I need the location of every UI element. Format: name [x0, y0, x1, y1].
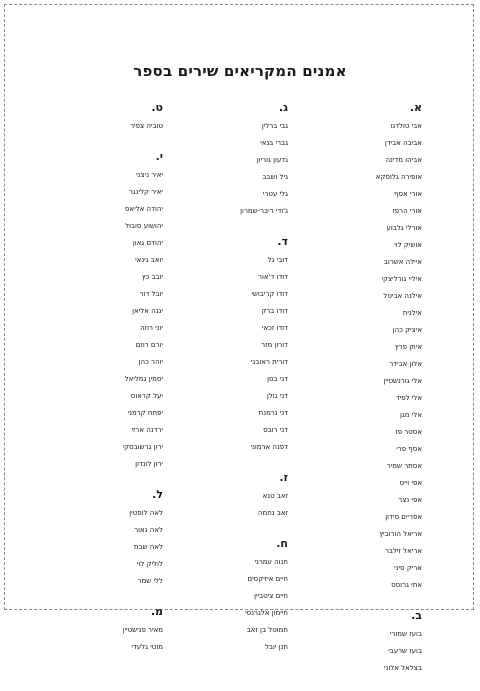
letter-section: [53, 487, 163, 590]
artist-name: אלי גורנשטיין: [383, 377, 422, 385]
artist-name: אורי הרפז: [392, 207, 422, 215]
section-letter: ד.: [277, 235, 288, 248]
artist-name: אריק סיני: [394, 564, 422, 572]
artist-name: איתן פרץ: [394, 343, 422, 351]
artist-name: אורי אסף: [393, 190, 422, 198]
artist-name: אפי וייס: [399, 479, 422, 487]
artist-name: חנן יובל: [264, 643, 288, 651]
artist-name: ירון גרשובסקי: [122, 443, 163, 451]
letter-section: [178, 100, 288, 220]
section-letter: י.: [155, 150, 163, 163]
column-right: [312, 100, 422, 691]
artist-name: יהודם גאון: [132, 239, 163, 247]
letter-section: [312, 100, 422, 594]
artist-name: אבי טולדנו: [390, 122, 422, 130]
artist-name: דפנה ארמוני: [250, 443, 288, 451]
artist-name: אריאל זילבר: [384, 547, 422, 555]
artist-name: יוני רוזה: [140, 324, 163, 332]
page-title: אמנים המקריאים שירים בספר: [133, 62, 347, 80]
letter-section: [53, 100, 163, 135]
artist-name: חיימון אלגרנסי: [245, 609, 288, 617]
artist-name: גבי ברלין: [261, 122, 288, 130]
artist-name: אלי לפיד: [395, 394, 422, 402]
artist-name: אביבה אבידן: [384, 139, 422, 147]
artist-name: דודו קריבושי: [251, 290, 288, 298]
artist-name: ירדנה ארזי: [131, 426, 163, 434]
section-letter: ח.: [276, 537, 288, 550]
artist-name: דודו ברק: [261, 307, 288, 315]
column-middle: [178, 100, 288, 670]
artist-name: יהושוע סובול: [125, 222, 163, 230]
letter-section: [53, 604, 163, 656]
artist-name: חמוטל בן זאב: [246, 626, 288, 634]
artist-name: איציק כהן: [392, 326, 422, 334]
artist-name: אלי מגן: [400, 411, 422, 419]
artist-name: אילנית: [402, 309, 422, 317]
artist-name: דני גולן: [266, 392, 288, 400]
artist-name: בועז שרעבי: [388, 647, 422, 655]
artist-name: אפי נצר: [398, 496, 422, 504]
artist-name: יובב כץ: [141, 273, 163, 281]
artist-name: גיל ושבב: [262, 173, 288, 181]
artist-name: מאיר פנישטיין: [122, 626, 163, 634]
artist-name: יואב גינאי: [135, 256, 163, 264]
artist-name: לאה שבת: [133, 543, 163, 551]
artist-name: דודו זכאי: [261, 324, 288, 332]
artist-name: יהודה אליאס: [124, 205, 163, 213]
artist-name: זאב נחמה: [257, 509, 288, 517]
section-letter: ט.: [151, 101, 163, 114]
artist-name: דובי גל: [267, 256, 288, 264]
artist-name: אורלי גלבוע: [386, 224, 422, 232]
section-letter: מ.: [150, 605, 163, 618]
artist-name: לוליק לוי: [136, 560, 163, 568]
artist-name: ללי שמר: [137, 577, 163, 585]
artist-name: דני נרמנת: [258, 409, 288, 417]
artist-name: גלי עטרי: [262, 190, 288, 198]
artist-name: טוביה צפיר: [130, 122, 163, 130]
letter-section: [178, 234, 288, 456]
artist-name: דודו ד'אור: [258, 273, 288, 281]
artist-name: יפתח קרמני: [127, 409, 163, 417]
artist-name: אריאל הורוביץ: [379, 530, 422, 538]
artist-name: אילנה אביטל: [383, 292, 422, 300]
artist-name: אלון אבידר: [389, 360, 422, 368]
artist-name: חיים איזיקסים: [247, 575, 288, 583]
artist-name: אפריים סידון: [385, 513, 422, 521]
section-letter: ב.: [411, 609, 422, 622]
section-letter: ל.: [152, 488, 163, 501]
artist-name: איליי גורליצקי: [381, 275, 422, 283]
artist-name: יורם רוזם: [135, 341, 163, 349]
column-left: [53, 100, 163, 670]
artist-name: לאה נאור: [134, 526, 163, 534]
letter-section: [312, 608, 422, 677]
artist-name: ירון לונדון: [135, 460, 163, 468]
artist-name: דני רובס: [263, 426, 288, 434]
artist-name: בועז שמורי: [389, 630, 422, 638]
section-letter: ג.: [278, 101, 288, 114]
section-letter: ז.: [279, 471, 288, 484]
artist-name: זאב טנא: [262, 492, 288, 500]
letter-section: [178, 536, 288, 656]
artist-name: דני בסן: [267, 375, 288, 383]
artist-name: אסתר שמיר: [386, 462, 422, 470]
artist-name: יוהר כהן: [138, 358, 163, 366]
section-letter: א.: [409, 101, 422, 114]
artist-name: יאיר ניצני: [136, 171, 163, 179]
artist-name: בצלאל אלוני: [384, 664, 422, 672]
artist-name: אתי גרוסס: [391, 581, 422, 589]
artist-name: יעל קראוס: [130, 392, 163, 400]
artist-name: יגנה אליאן: [132, 307, 163, 315]
letter-section: [53, 149, 163, 473]
artist-name: גדעון גוריון: [256, 156, 288, 164]
artist-name: יסמין גמליאל: [124, 375, 163, 383]
artist-name: מוטי גלעדי: [131, 643, 163, 651]
artist-name: ג'ודי ריבר-שמרון: [240, 207, 288, 215]
artist-name: לאה לופטין: [129, 509, 163, 517]
artist-name: יאיר קלינגר: [128, 188, 163, 196]
artist-name: אסטר פז: [395, 428, 422, 436]
artist-name: אביהו מדינה: [385, 156, 422, 164]
artist-name: יובל דור: [139, 290, 163, 298]
artist-name: דורון מזר: [261, 341, 288, 349]
artist-name: אסף פרי: [396, 445, 422, 453]
artist-name: חיים ציטביין: [254, 592, 288, 600]
artist-name: חנוה עמרני: [254, 558, 288, 566]
artist-name: איילה אשרוב: [383, 258, 422, 266]
artist-name: אופירה גלוסקא: [375, 173, 422, 181]
artist-name: גברי בנאי: [260, 139, 288, 147]
artist-name: אושיק לוי: [394, 241, 422, 249]
artist-name: דורית ראובני: [250, 358, 288, 366]
letter-section: [178, 470, 288, 522]
